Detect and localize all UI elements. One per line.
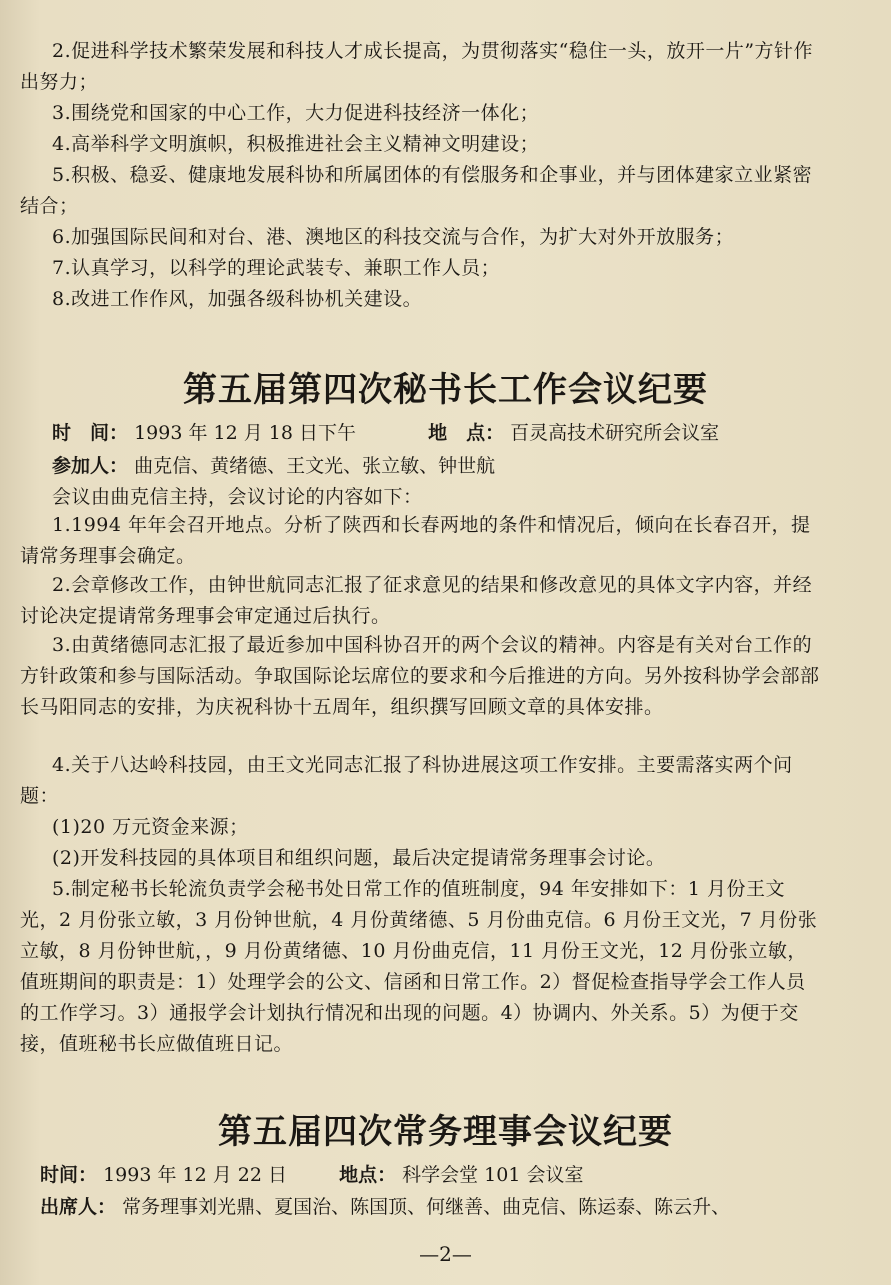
time-label: 时间： <box>40 1164 98 1186</box>
paragraph: 4.关于八达岭科技园，由王文光同志汇报了科协进展这项工作安排。主要需落实两个问题： <box>20 754 793 807</box>
attendees-value: 常务理事刘光鼎、夏国治、陈国顶、何继善、曲克信、陈运泰、陈云升、 <box>122 1196 731 1218</box>
place-value: 百灵高技术研究所会议室 <box>510 422 720 444</box>
section-title: 第五届第四次秘书长工作会议纪要 <box>183 370 708 410</box>
paragraph: 会议由曲克信主持，会议讨论的内容如下： <box>52 486 423 508</box>
paragraph: 3.由黄绪德同志汇报了最近参加中国科协召开的两个会议的精神。内容是有关对台工作的方针政策和参与国际活动。争取国际论坛席位的要求和今后推进的方向。另外按科协学会部部长马阳同志的安排，为庆祝科协十五周年，组织撰写回顾文章的具体安排。 <box>20 634 820 718</box>
meeting-time-place <box>40 1160 583 1191</box>
place-label: 地 点： <box>428 422 505 444</box>
paragraph: 1.1994 年年会召开地点。分析了陕西和长春两地的条件和情况后，倾向在长春召开，提请常务理事会确定。 <box>20 514 811 567</box>
paragraph: (2)开发科技园的具体项目和组织问题，最后决定提请常务理事会讨论。 <box>52 847 666 869</box>
meeting-attendees <box>40 1192 840 1223</box>
list-item-5: 5.积极、稳妥、健康地发展科协和所属团体的有偿服务和企事业，并与团体建家立业紧密结合； <box>20 164 813 217</box>
list-item-8: 8.改进工作作风，加强各级科协机关建设。 <box>52 288 423 310</box>
attendees-label: 出席人： <box>40 1196 117 1218</box>
time-label: 时 间： <box>52 422 129 444</box>
list-item-3: 3.围绕党和国家的中心工作，大力促进科技经济一体化； <box>52 102 540 124</box>
list-item-6: 6.加强国际民间和对台、港、澳地区的科技交流与合作，为扩大对外开放服务； <box>52 226 735 248</box>
place-value: 科学会堂 101 会议室 <box>402 1164 584 1186</box>
list-item-4: 4.高举科学文明旗帜，积极推进社会主义精神文明建设； <box>52 133 540 155</box>
list-item-7: 7.认真学习，以科学的理论武装专、兼职工作人员； <box>52 257 501 279</box>
attendees-value: 曲克信、黄绪德、王文光、张立敏、钟世航 <box>134 455 496 477</box>
paragraph: 2.会章修改工作，由钟世航同志汇报了征求意见的结果和修改意见的具体文字内容，并经讨论决定提请常务理事会审定通过后执行。 <box>20 574 813 627</box>
place-label: 地点： <box>339 1164 397 1186</box>
paragraph: 5.制定秘书长轮流负责学会秘书处日常工作的值班制度，94 年安排如下：1 月份王文光，2 月份张立敏，3 月份钟世航，4 月份黄绪德、5 月份曲克信。6 月份王文光，7 月份张立敏，8 月份钟世航，，9 月份黄绪德、10 月份曲克信，11 月份王文光，12 月份张立敏，值班期间的职责是：1）处理学会的公文、信函和日常工作。2）督促检查指导学会工作人员的工作学习。3）通报学会计划执行情况和出现的问题。4）协调内、外关系。5）为便于交接，值班秘书长应做值班日记。 <box>20 878 818 1055</box>
section-title: 第五届四次常务理事会议纪要 <box>218 1112 673 1152</box>
attendees-label: 参加人： <box>52 455 129 477</box>
meeting-attendees <box>52 451 495 482</box>
page-number: —2— <box>419 1242 472 1266</box>
paragraph: (1)20 万元资金来源； <box>52 816 249 838</box>
list-item-2: 2.促进科学技术繁荣发展和科技人才成长提高，为贯彻落实“稳住一头，放开一片”方针作出努力； <box>20 40 814 93</box>
meeting-time-place <box>52 418 719 449</box>
time-value: 1993 年 12 月 22 日 <box>103 1164 287 1186</box>
time-value: 1993 年 12 月 18 日下午 <box>134 422 356 444</box>
